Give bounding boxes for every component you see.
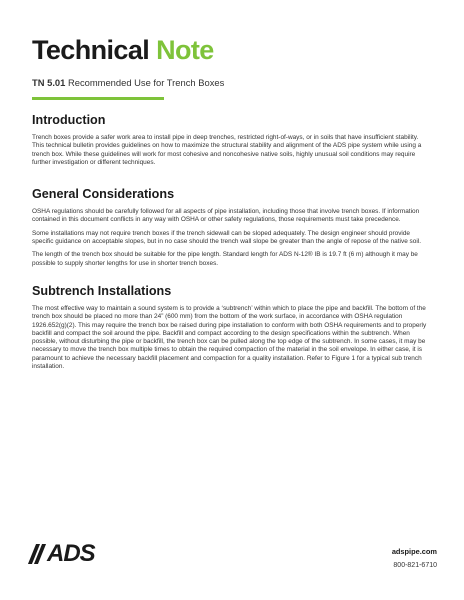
section-heading: Introduction: [32, 113, 106, 127]
website-link[interactable]: adspipe.com: [391, 547, 437, 556]
accent-divider: [32, 97, 164, 100]
paragraph: Some installations may not require trench boxes if the trench sidewall can be sloped adequately. The design engineer should provide specific guidance on acceptable slopes, but in no case should the trench wall slope be greater than the angle of repose of the native soil.: [32, 229, 422, 246]
paragraph: The most effective way to maintain a sound system is to provide a ‘subtrench’ within which to place the pipe and backfill. The bottom of the trench box should be placed no more than 24” (600 mm) from the bottom of the work surface, in accordance with OSHA regulation 1926.652(g)(2). This may require the trench box be raised during pipe installation to conform with both OSHA requirements and to properly backfill and compact the soil around the pipe. Backfill and compact according to the design specifications within the subtrench. When possible, without disturbing the pipe or backfill, the trench box can be pulled along the top edge of the subtrench. In some cases, it may be necessary to move the trench box multiple times to obtain the required compaction of the material in the soil envelope. In either case, it is paramount to achieve the necessary backfill placement and compaction for a quality installation. Refer to Figure 1 for a typical sub trench installation.: [32, 304, 427, 371]
title-accent: Note: [156, 35, 214, 65]
page-title: [32, 34, 214, 66]
logo-text: ADS: [47, 540, 95, 567]
tn-title: Recommended Use for Trench Boxes: [67, 77, 225, 88]
paragraph: Trench boxes provide a safer work area to install pipe in deep trenches, restricted right-of-ways, or in soils that have insufficient stability. This technical bulletin provides guidelines on how to maximize the structural stability and alignment of the ADS pipe system while using a trench box. While these guidelines will work for most cohesive and noncohesive native soils, highly unusual soil conditions may require further investigation or different techniques.: [32, 134, 422, 166]
section-heading: General Considerations: [32, 187, 175, 202]
tn-number: TN 5.01: [32, 77, 66, 88]
title-main: Technical: [32, 35, 150, 65]
section-subtrench-installations: [32, 283, 432, 371]
paragraph: The length of the trench box should be suitable for the pipe length. Standard length for ADS N-12® IB is 19.7 ft (6 m) although it may be possible to supply shorter lengths for use in shorter trench boxes.: [32, 251, 418, 267]
footer-contact: [392, 547, 437, 571]
section-general-considerations: [32, 186, 432, 268]
paragraph: OSHA regulations should be carefully followed for all aspects of pipe installation, including those that involve trench boxes. If information contained in this document conflicts in any way with OSHA or other safety regulations, those requirements must take precedence.: [32, 208, 420, 224]
phone-number: 800-821-6710: [393, 562, 437, 569]
section-spacer: [32, 172, 432, 186]
document-subtitle: [32, 77, 224, 88]
section-introduction: [32, 112, 432, 167]
ads-logo: [32, 540, 95, 568]
section-spacer: [32, 273, 432, 283]
section-heading: Subtrench Installations: [32, 283, 172, 298]
main-content: [32, 112, 432, 376]
logo-slashes-icon: [32, 544, 44, 564]
